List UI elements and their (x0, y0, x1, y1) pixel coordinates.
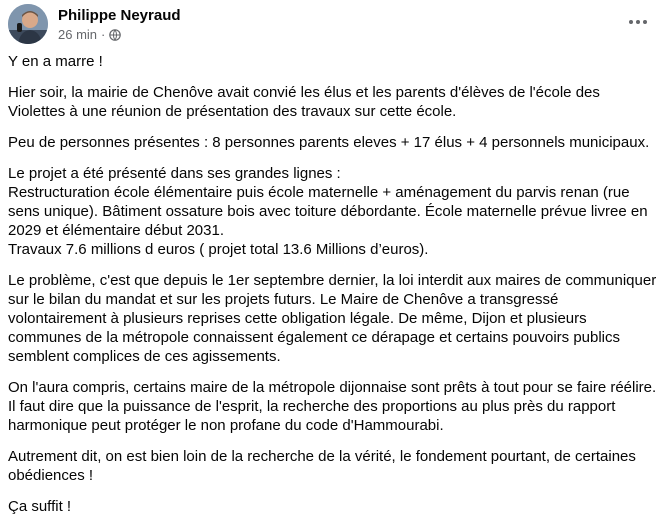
post-paragraph: Ça suffit ! (8, 498, 72, 515)
meta-separator: · (101, 27, 106, 42)
avatar-photo-icon (8, 4, 48, 44)
post-header (8, 4, 660, 48)
post-paragraph: Y en a marre ! (8, 53, 103, 70)
post-paragraph: Peu de personnes présentes : 8 personnes parents eleves + 17 élus + 4 personnels municipaux. (8, 134, 650, 151)
post-timestamp[interactable]: 26 min (58, 27, 98, 42)
post-paragraph: Le problème, c'est que depuis le 1er septembre dernier, la loi interdit aux maires de communiquer sur le bilan du mandat et sur les projets futurs. Le Maire de Chenôve a transgressé volontairement à plusieurs reprises cette obligation légale. De même, Dijon et plusieurs communes de la métropole connaissent également ce dérapage et certains pouvoirs publics semblent complices de ces agissements. (8, 272, 657, 365)
post-paragraph: Hier soir, la mairie de Chenôve avait convié les élus et les parents d'élèves de l'école des Violettes à une réunion de présentation des travaux sur cette école. (8, 84, 600, 120)
post-body (8, 52, 660, 528)
more-horizontal-icon (628, 19, 648, 25)
post-meta (58, 27, 121, 43)
avatar[interactable] (8, 4, 48, 44)
post-paragraph: On l'aura compris, certains maire de la métropole dijonnaise sont prêts à tout pour se faire réélire. Il faut dire que la puissance de l'esprit, la recherche des proportions au plus près du rapport harmonique peut protéger le non profane du code d'Hammourabi. (8, 379, 657, 434)
author-name[interactable]: Philippe Neyraud (58, 7, 181, 24)
post-paragraph: Le projet a été présenté dans ses grandes lignes : Restructuration école élémentaire puis école maternelle + aménagement du parvis renan (rue sens unique). Bâtiment ossature bois avec toiture débordante. École maternelle prévue livree en 2029 et élémentaire début 2031. Travaux 7.6 millions d euros ( projet total 13.6 Millions d’euros). (8, 165, 648, 258)
post-paragraph: Autrement dit, on est bien loin de la recherche de la vérité, le fondement pourtant, de certaines obédiences ! (8, 448, 636, 484)
more-options-button[interactable] (624, 10, 652, 34)
globe-icon[interactable] (109, 29, 121, 41)
